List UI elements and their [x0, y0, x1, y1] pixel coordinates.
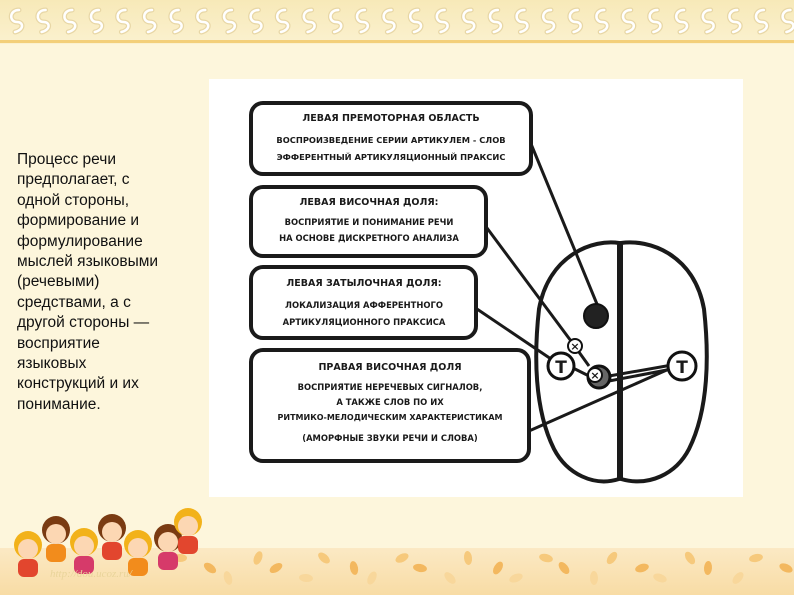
header-divider: [0, 40, 794, 43]
body-text: Процесс речи предполагает, с одной стороны, формирование и формулирование мыслей языковыми (речевыми) средствами, а с другой стороны — восприятие языковых конструкций и их понимание.: [17, 151, 159, 413]
box-left-temporal-line2: НА ОСНОВЕ ДИСКРЕТНОГО АНАЛИЗА: [279, 233, 459, 243]
leaf-ornament: [683, 550, 697, 566]
watermark-url: http://dou.ucoz.ru/: [50, 568, 132, 580]
box-premotor: [251, 103, 531, 174]
leaf-ornament: [222, 570, 234, 586]
leaf-ornament: [634, 562, 650, 574]
leaf-ornament: [557, 560, 572, 576]
leaf-ornament: [590, 571, 598, 585]
leaf-ornament: [299, 573, 314, 582]
marker-right: T: [676, 358, 688, 378]
box-right-temporal-line3: РИТМИКО-МЕЛОДИЧЕСКИМ ХАРАКТЕРИСТИКАМ: [277, 413, 503, 422]
leaf-ornament: [704, 561, 713, 576]
box-right-temporal-title: ПРАВАЯ ВИСОЧНАЯ ДОЛЯ: [318, 362, 462, 373]
leaf-ornament: [748, 553, 763, 564]
box-left-temporal-title: ЛЕВАЯ ВИСОЧНАЯ ДОЛЯ:: [299, 197, 439, 208]
child-figure: [42, 516, 70, 562]
leaf-ornament: [730, 570, 745, 586]
child-figure: [174, 508, 202, 554]
leaf-ornament: [491, 560, 505, 576]
child-figure: [14, 531, 42, 577]
leaf-ornament: [538, 552, 554, 563]
leaf-ornament: [316, 550, 332, 565]
child-figure: [98, 514, 126, 560]
box-premotor-line1: ВОСПРОИЗВЕДЕНИЕ СЕРИИ АРТИКУЛЕМ - СЛОВ: [276, 135, 506, 145]
box-right-temporal-line2: А ТАКЖЕ СЛОВ ПО ИХ: [336, 397, 444, 407]
leaf-ornament: [394, 551, 410, 564]
spiral-pattern: [0, 0, 794, 44]
leaf-ornament: [268, 561, 284, 575]
speech-brain-diagram: [209, 79, 743, 497]
cross-mark-top: ×: [570, 340, 580, 353]
box-premotor-line2: ЭФФЕРЕНТНЫЙ АРТИКУЛЯЦИОННЫЙ ПРАКСИС: [276, 152, 506, 162]
box-right-temporal-line4: (АМОРФНЫЕ ЗВУКИ РЕЧИ И СЛОВА): [302, 433, 478, 443]
leaf-ornament: [442, 570, 457, 586]
box-left-occipital-line2: АРТИКУЛЯЦИОННОГО ПРАКСИСА: [282, 317, 446, 327]
top-decorative-band: [0, 0, 794, 44]
leaf-ornament: [365, 570, 378, 586]
leaf-ornament: [412, 563, 427, 573]
leaf-ornament: [778, 561, 794, 574]
leaf-ornament: [652, 572, 668, 584]
marker-left: T: [555, 358, 567, 378]
leaf-ornament: [349, 560, 360, 575]
cross-mark-bottom: ×: [590, 369, 600, 382]
box-right-temporal: [251, 350, 529, 461]
box-right-temporal-line1: ВОСПРИЯТИЕ НЕРЕЧЕВЫХ СИГНАЛОВ,: [297, 382, 483, 392]
box-left-temporal: [251, 187, 486, 256]
box-left-occipital: [251, 267, 476, 338]
leaf-ornament: [252, 550, 264, 566]
leaf-ornament: [463, 551, 472, 566]
diagram-graphic: [209, 79, 743, 497]
box-left-temporal-line1: ВОСПРИЯТИЕ И ПОНИМАНИЕ РЕЧИ: [284, 217, 454, 227]
box-left-occipital-line1: ЛОКАЛИЗАЦИЯ АФФЕРЕНТНОГО: [285, 300, 443, 310]
premotor-area-dot: [584, 304, 608, 328]
leaf-ornament: [508, 572, 524, 585]
box-premotor-title: ЛЕВАЯ ПРЕМОТОРНАЯ ОБЛАСТЬ: [302, 113, 480, 124]
leaf-ornament: [605, 550, 620, 566]
box-left-occipital-title: ЛЕВАЯ ЗАТЫЛОЧНАЯ ДОЛЯ:: [286, 278, 442, 289]
